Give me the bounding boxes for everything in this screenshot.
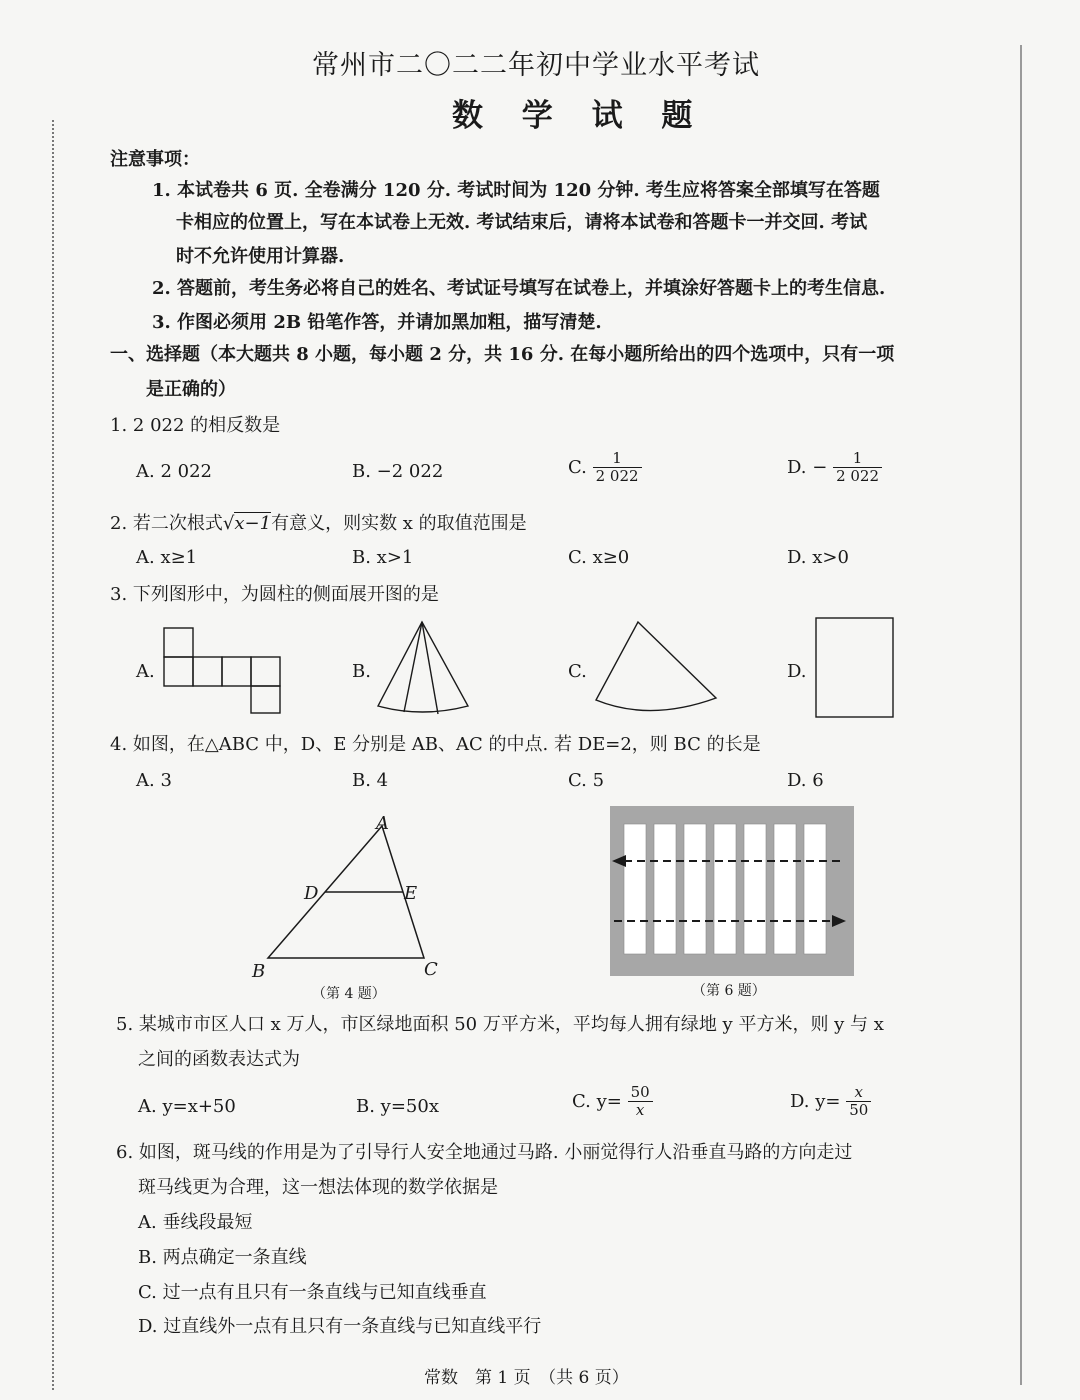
q3-option-b: B. <box>352 661 371 682</box>
q5-option-b: B. y=50x <box>356 1096 439 1117</box>
q1-option-b: B. −2 022 <box>352 461 444 482</box>
q3-figure-d-rectangle <box>812 614 898 720</box>
fig4-label-b: B <box>252 961 266 982</box>
q5-option-c-fraction: $\frac{50}{x}$ <box>628 1084 653 1119</box>
fig4-label-d: D <box>304 883 319 904</box>
q3-stem: 3. 下列图形中，为圆柱的侧面展开图的是 <box>110 584 439 605</box>
q3-option-a: A. <box>136 661 155 682</box>
q2-option-a: A. x≥1 <box>136 547 198 568</box>
q1-option-c-label: C. <box>568 456 587 478</box>
q4-option-b: B. 4 <box>352 770 389 791</box>
q5-option-d <box>790 1084 871 1119</box>
paper-subtitle: 数 学 试 题 <box>452 98 707 134</box>
section-heading: 一、选择题（本大题共 8 小题，每小题 2 分，共 16 分. 在每小题所给出的四个选项中，只有一项 <box>110 344 895 365</box>
q5-option-c <box>572 1084 653 1119</box>
notice-item-1-cont: 卡相应的位置上，写在本试卷上无效. 考试结束后，请将本试卷和答题卡一并交回. 考试 <box>176 212 868 233</box>
q4-stem: 4. 如图，在△ABC 中，D、E 分别是 AB、AC 的中点. 若 DE=2，则 BC 的长是 <box>110 734 761 755</box>
fig4-label-a: A <box>376 813 389 834</box>
q5-option-d-label: D. y= <box>790 1090 841 1112</box>
q1-option-d-fraction: $\frac{1}{2 022}$ <box>833 450 882 485</box>
q6-option-a: A. 垂线段最短 <box>138 1212 253 1233</box>
q5-stem-line1: 5. 某城市市区人口 x 万人，市区绿地面积 50 万平方米，平均每人拥有绿地 y 平方米，则 y 与 x <box>116 1014 884 1035</box>
radical-sign: √ <box>222 513 235 534</box>
notice-item-3: 3. 作图必须用 2B 铅笔作答，并请加黑加粗，描写清楚. <box>152 312 602 333</box>
exam-title: 常州市二〇二二年初中学业水平考试 <box>312 50 760 81</box>
figure-6-zebra-crossing <box>610 806 854 976</box>
q5-option-c-label: C. y= <box>572 1090 622 1112</box>
section-heading-cont: 是正确的） <box>146 379 236 400</box>
q1-option-c <box>568 450 642 485</box>
fig4-label-e: E <box>404 883 418 904</box>
q4-option-c: C. 5 <box>568 770 605 791</box>
q5-stem-line2: 之间的函数表达式为 <box>138 1049 300 1070</box>
q6-stem-line2: 斑马线更为合理，这一想法体现的数学依据是 <box>138 1177 498 1198</box>
q1-option-c-fraction: $\frac{1}{2 022}$ <box>593 450 642 485</box>
q3-figure-b-pyramid-net <box>374 618 474 718</box>
q2-radicand: x−1 <box>234 513 272 534</box>
figure-6-caption: （第 6 题） <box>692 983 766 999</box>
q2-option-c: C. x≥0 <box>568 547 630 568</box>
notice-item-2: 2. 答题前，考生务必将自己的姓名、考试证号填写在试卷上，并填涂好答题卡上的考生信息. <box>152 278 886 299</box>
binding-dotted-line <box>52 120 54 1390</box>
q2-stem-post: 有意义，则实数 x 的取值范围是 <box>271 513 527 534</box>
q1-stem: 1. 2 022 的相反数是 <box>110 415 281 436</box>
q4-option-a: A. 3 <box>136 770 172 791</box>
q2-stem <box>110 512 527 536</box>
page-edge-line <box>1020 45 1022 1385</box>
q2-option-b: B. x>1 <box>352 547 414 568</box>
q3-option-d: D. <box>787 661 807 682</box>
q6-option-c: C. 过一点有且只有一条直线与已知直线垂直 <box>138 1282 487 1303</box>
q3-option-c: C. <box>568 661 587 682</box>
figure-4-caption: （第 4 题） <box>312 986 386 1002</box>
q2-stem-pre: 2. 若二次根式 <box>110 513 223 534</box>
q4-option-d: D. 6 <box>787 770 824 791</box>
q1-option-a: A. 2 022 <box>136 461 212 482</box>
q5-option-a: A. y=x+50 <box>138 1096 236 1117</box>
q1-option-d-label: D. − <box>787 456 828 478</box>
notice-heading: 注意事项： <box>110 149 200 170</box>
page-footer: 常数 第 1 页 （共 6 页） <box>424 1368 629 1388</box>
q6-option-b: B. 两点确定一条直线 <box>138 1247 307 1268</box>
q3-figure-c-sector <box>592 618 722 718</box>
q5-option-d-fraction: $\frac{x}{50}$ <box>846 1084 871 1119</box>
q1-option-d <box>787 450 882 485</box>
q2-option-d: D. x>0 <box>787 547 849 568</box>
notice-item-1: 1. 本试卷共 6 页. 全卷满分 120 分. 考试时间为 120 分钟. 考生应将答案全部填写在答题 <box>152 180 880 201</box>
q6-option-d: D. 过直线外一点有且只有一条直线与已知直线平行 <box>138 1316 542 1337</box>
q3-figure-a-cube-net <box>160 624 284 716</box>
fig4-label-c: C <box>424 959 438 980</box>
notice-item-1-end: 时不允许使用计算器. <box>176 246 345 267</box>
q6-stem-line1: 6. 如图，斑马线的作用是为了引导行人安全地通过马路. 小丽觉得行人沿垂直马路的方向走过 <box>116 1142 853 1163</box>
